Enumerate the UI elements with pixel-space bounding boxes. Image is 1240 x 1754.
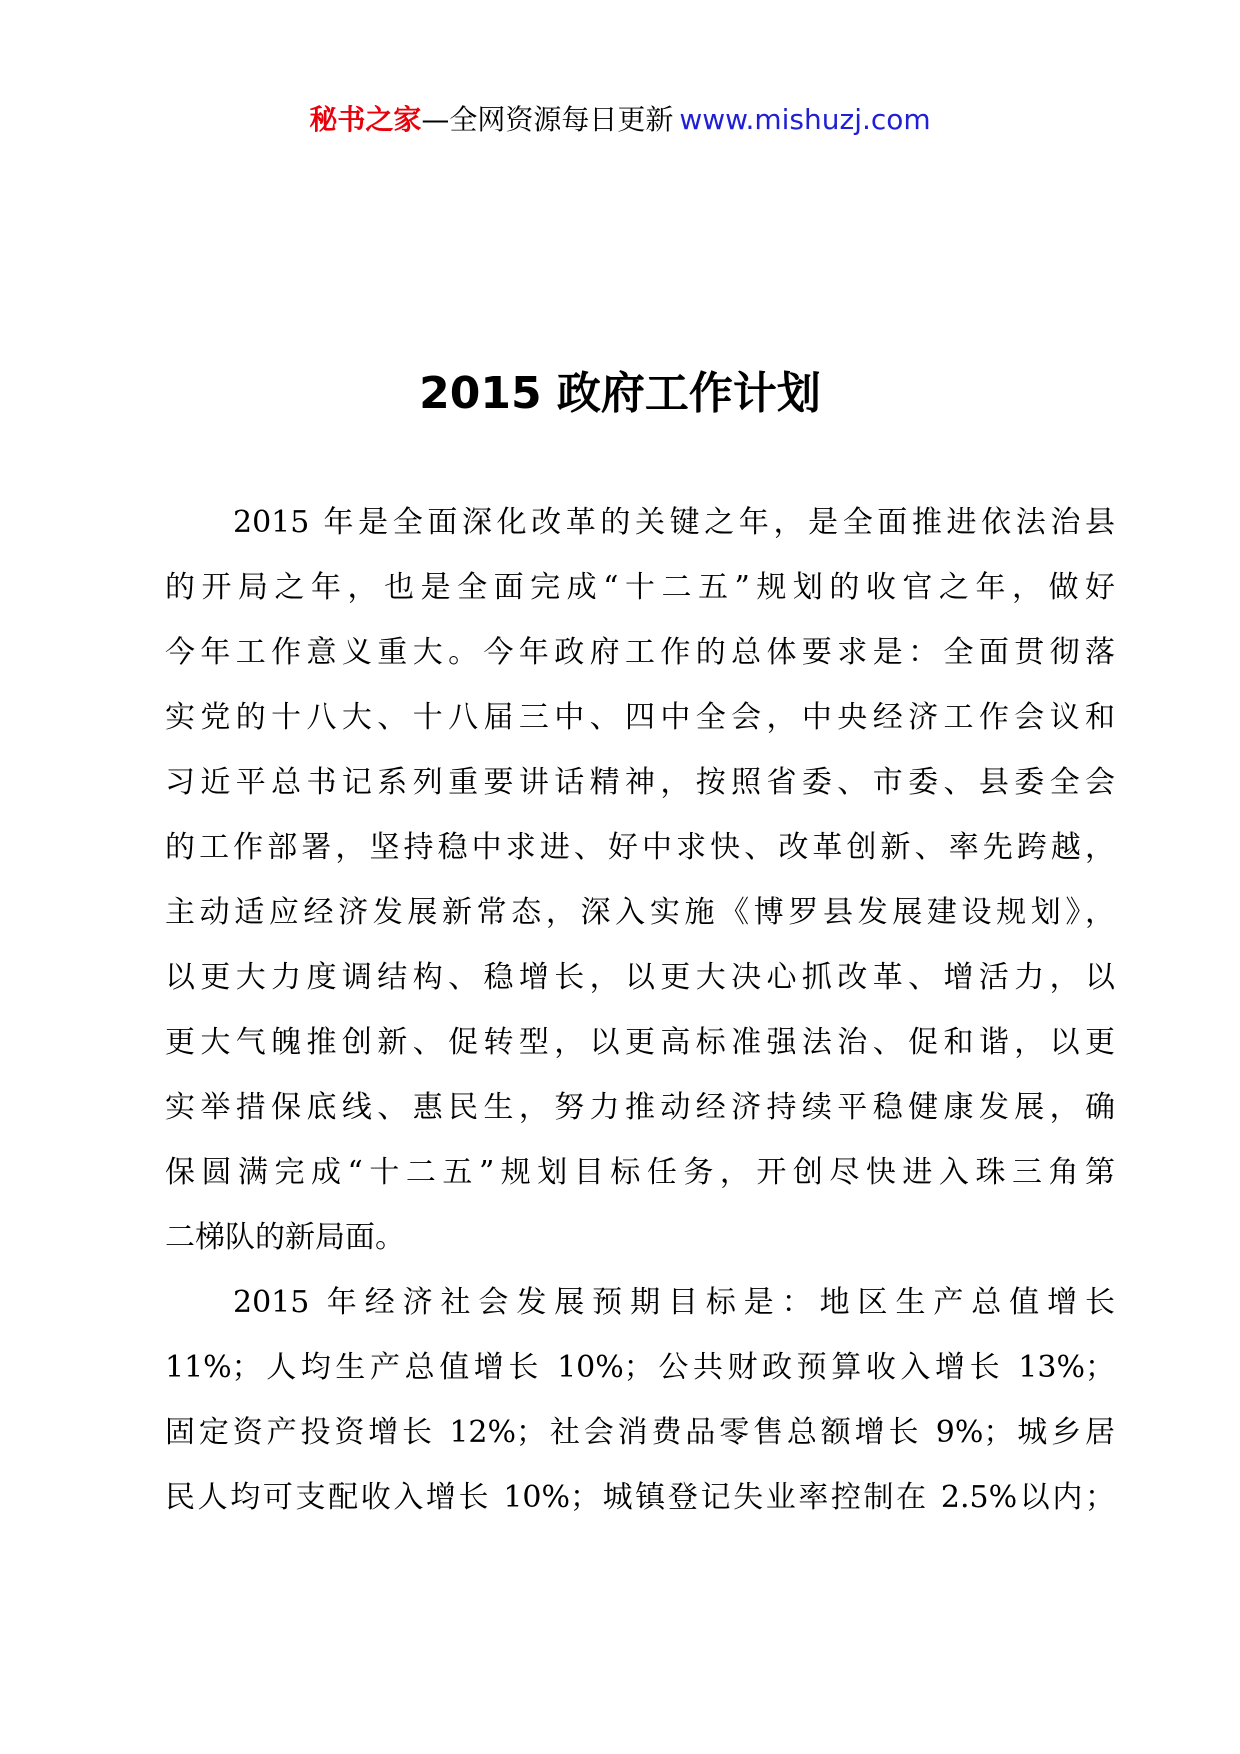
- document-title: 2015 政府工作计划: [419, 368, 821, 419]
- paragraph-line: 保圆满完成“十二五”规划目标任务，开创尽快进入珠三角第: [165, 1155, 1115, 1190]
- paragraph-line: 的开局之年，也是全面完成“十二五”规划的收官之年，做好: [165, 570, 1115, 605]
- paragraph-line: 固定资产投资增长 12%；社会消费品零售总额增长 9%；城乡居: [165, 1415, 1115, 1450]
- paragraph-line: 二梯队的新局面。: [165, 1220, 405, 1255]
- site-tagline: —全网资源每日更新: [421, 103, 674, 136]
- paragraph-line: 更大气魄推创新、促转型，以更高标准强法治、促和谐，以更: [165, 1025, 1115, 1060]
- site-brand: 秘书之家: [309, 103, 422, 136]
- paragraph-line: 以更大力度调结构、稳增长，以更大决心抓改革、增活力，以: [165, 960, 1115, 995]
- paragraph-1: [165, 490, 1115, 1270]
- paragraph-line: 实举措保底线、惠民生，努力推动经济持续平稳健康发展，确: [165, 1090, 1115, 1125]
- paragraph-line: 民人均可支配收入增长 10%；城镇登记失业率控制在 2.5%以内；: [165, 1480, 1115, 1515]
- paragraph-line: 实党的十八大、十八届三中、四中全会，中央经济工作会议和: [165, 700, 1115, 735]
- paragraph-line: 今年工作意义重大。今年政府工作的总体要求是：全面贯彻落: [165, 635, 1115, 670]
- site-header: [0, 100, 1240, 140]
- paragraph-line: 2015 年是全面深化改革的关键之年，是全面推进依法治县: [233, 505, 1115, 540]
- paragraph-line: 的工作部署，坚持稳中求进、好中求快、改革创新、率先跨越，: [165, 830, 1115, 865]
- paragraph-2: [165, 1270, 1115, 1530]
- paragraph-line: 习近平总书记系列重要讲话精神，按照省委、市委、县委全会: [165, 765, 1115, 800]
- paragraph-line: 主动适应经济发展新常态，深入实施《博罗县发展建设规划》，: [165, 895, 1115, 930]
- document-body: [165, 490, 1115, 1530]
- paragraph-line: 2015 年经济社会发展预期目标是：地区生产总值增长: [233, 1285, 1115, 1320]
- site-url-link[interactable]: www.mishuzj.com: [679, 103, 931, 136]
- paragraph-line: 11%；人均生产总值增长 10%；公共财政预算收入增长 13%；: [165, 1350, 1115, 1385]
